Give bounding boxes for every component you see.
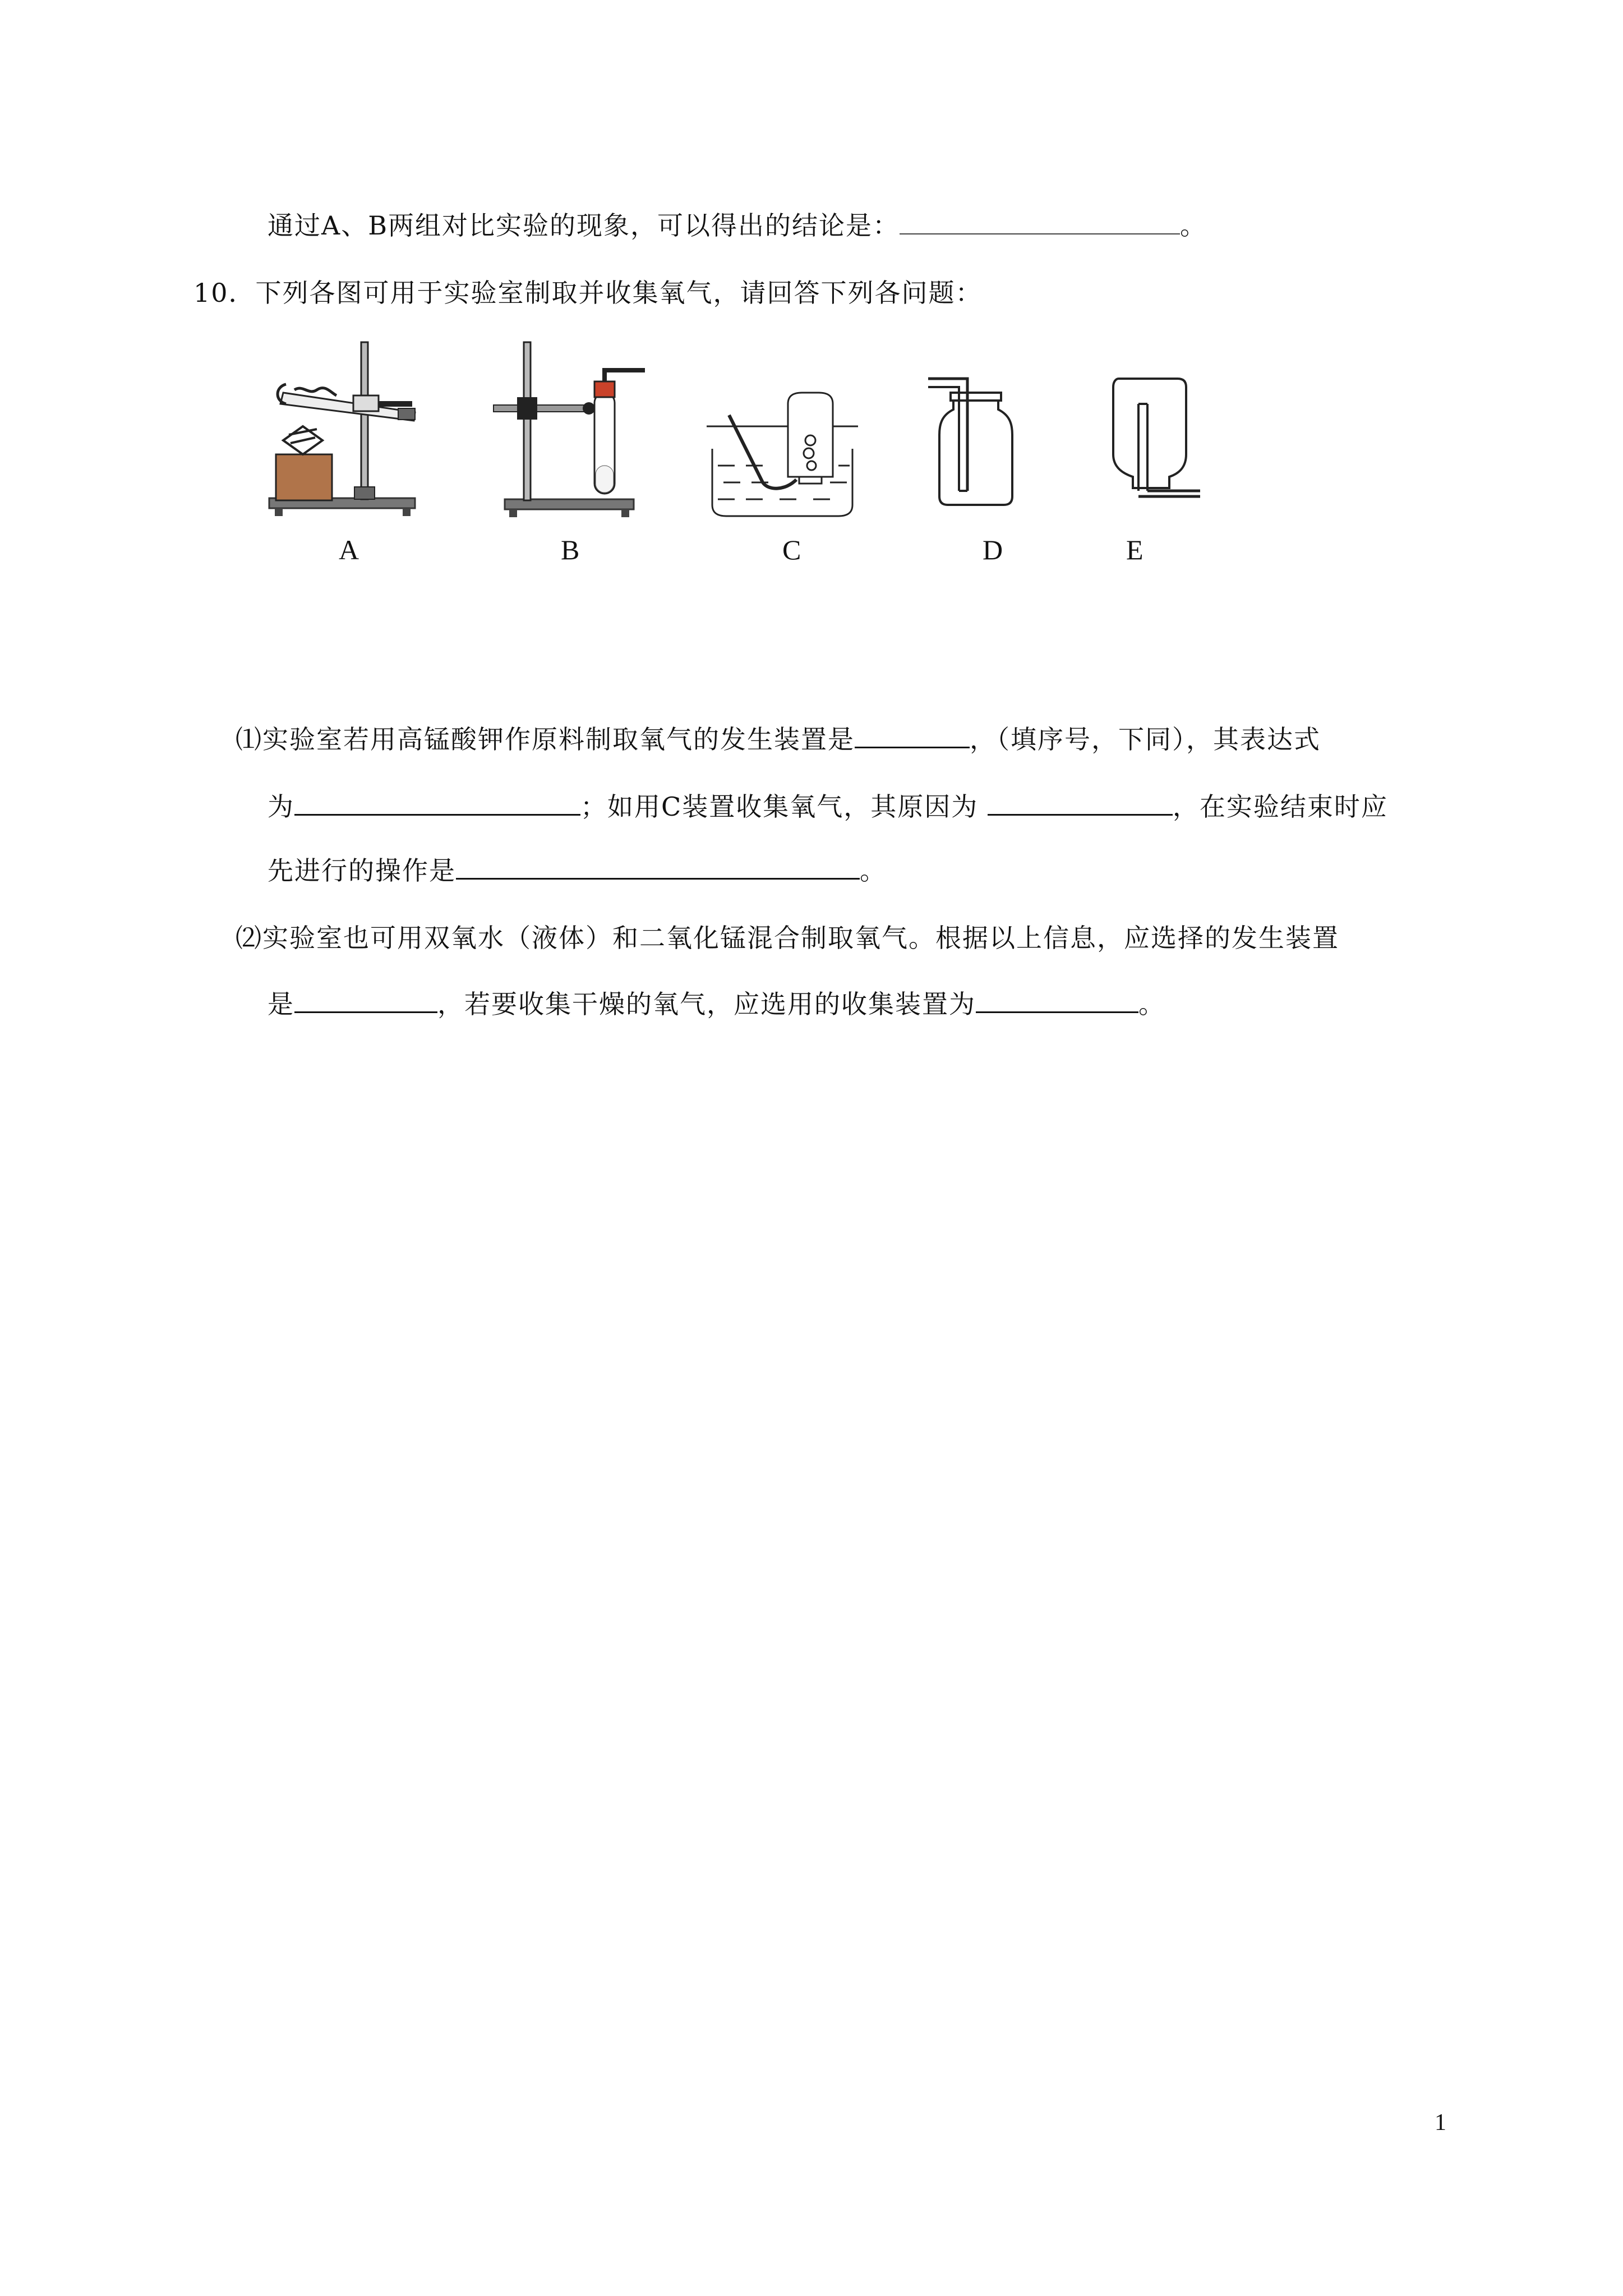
part1-text-b: ，（填序号，下同），其表达式	[970, 724, 1321, 754]
label-e: E	[1126, 534, 1144, 565]
part2-line2	[268, 987, 1165, 1021]
part2-text-b: ，若要收集干燥的氧气，应选用的收集装置为	[437, 989, 976, 1019]
part1-text-f: 先进行的操作是	[268, 855, 456, 886]
part1-text-c: 为	[268, 792, 294, 822]
answer-blank[interactable]	[900, 210, 1180, 234]
part1-text-d: ；如用C装置收集氧气，其原因为	[580, 792, 979, 822]
part2-line1: ⑵实验室也可用双氧水（液体）和二氧化锰混合制取氧气。根据以上信息，应选择的发生装置	[236, 923, 1339, 953]
part1-text-e: ，在实验结束时应	[1172, 792, 1388, 822]
label-a: A	[339, 534, 359, 565]
part2-text-c: 。	[1138, 989, 1165, 1019]
apparatus-e-figure	[1099, 370, 1206, 510]
answer-blank[interactable]	[456, 854, 860, 880]
part1-text-a: ⑴实验室若用高锰酸钾作原料制取氧气的发生装置是	[236, 724, 855, 754]
part1-line1	[236, 723, 1321, 756]
conclusion-text: 通过A、B两组对比实验的现象，可以得出的结论是：	[268, 210, 900, 241]
label-b: B	[561, 534, 580, 565]
question-10: 10．下列各图可用于实验室制取并收集氧气，请回答下列各问题：	[193, 278, 983, 308]
answer-blank[interactable]	[988, 790, 1173, 816]
answer-blank[interactable]	[294, 790, 580, 816]
label-d: D	[983, 534, 1003, 565]
part2-text-a: 是	[268, 989, 294, 1019]
part1-text-g: 。	[860, 855, 887, 886]
part1-line2	[268, 790, 1388, 823]
apparatus-a-figure	[264, 337, 421, 522]
answer-blank[interactable]	[855, 723, 970, 748]
part1-line3	[268, 854, 887, 887]
answer-blank[interactable]	[976, 988, 1138, 1013]
period: 。	[1180, 210, 1207, 241]
label-c: C	[782, 534, 801, 565]
conclusion-line	[268, 209, 1207, 242]
apparatus-b-figure	[488, 337, 645, 522]
apparatus-c-figure	[707, 387, 858, 522]
page-number: 1	[1435, 2110, 1446, 2136]
answer-blank[interactable]	[294, 988, 437, 1013]
apparatus-d-figure	[925, 370, 1026, 510]
